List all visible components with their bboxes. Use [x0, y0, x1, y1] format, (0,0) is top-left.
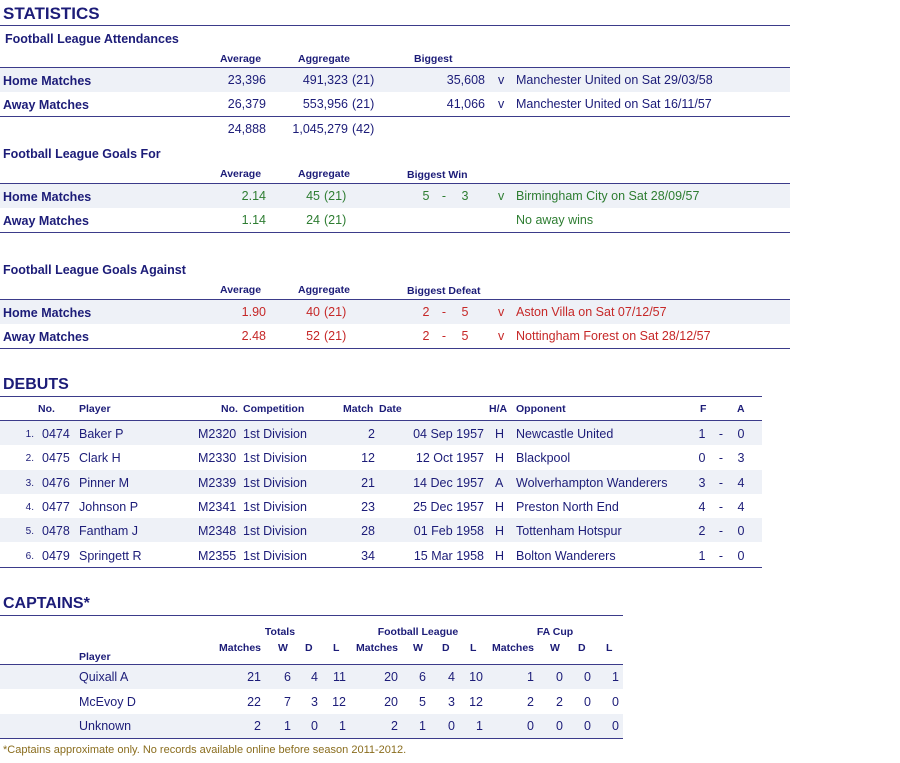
col-biggest-win: Biggest Win: [407, 169, 468, 181]
aggregate-value: 553,956: [302, 97, 348, 111]
group-totals: Totals: [264, 626, 296, 638]
biggest-detail: No away wins: [516, 213, 594, 227]
competition: 1st Division: [243, 524, 307, 539]
score-for: 2: [422, 305, 430, 319]
t-losses: 11: [333, 670, 346, 684]
score-for: 3: [698, 475, 706, 490]
home-away: H: [495, 548, 505, 563]
score-dash: -: [718, 475, 724, 490]
col-w: W: [550, 642, 560, 654]
average-value: 2.48: [241, 329, 266, 343]
competition: 1st Division: [243, 548, 307, 563]
row-index: 4.: [25, 501, 34, 513]
fl-matches: 20: [384, 694, 398, 709]
match-number: M2339: [198, 475, 237, 490]
col-aggregate: Aggregate: [298, 284, 350, 296]
games-value: (21): [324, 213, 347, 227]
biggest-value: 41,066: [446, 97, 485, 111]
games-value: (21): [352, 73, 375, 87]
col-d: D: [305, 642, 313, 654]
score-dash: -: [718, 451, 724, 466]
versus: v: [498, 305, 505, 319]
score-for: 0: [698, 451, 706, 466]
games-value: (21): [324, 329, 347, 343]
average-value: 23,396: [227, 73, 266, 87]
competition: 1st Division: [243, 427, 307, 441]
row-label: Home Matches: [3, 74, 92, 88]
score-against: 4: [737, 499, 745, 514]
col-w: W: [278, 642, 288, 654]
score-dash: -: [718, 427, 724, 441]
average-value: 2.14: [241, 189, 266, 203]
divider: [0, 232, 790, 233]
fl-losses: 1: [476, 719, 483, 733]
col-opponent: Opponent: [516, 403, 566, 415]
biggest-value: 35,608: [446, 73, 485, 87]
row-band: [0, 300, 790, 324]
col-l: L: [470, 642, 477, 654]
opponent: Bolton Wanderers: [516, 548, 616, 563]
divider: [0, 25, 790, 26]
col-l: L: [606, 642, 613, 654]
match-count: 21: [361, 475, 375, 490]
match-date: 14 Dec 1957: [413, 475, 484, 490]
opponent: Blackpool: [516, 451, 571, 466]
score-dash: -: [441, 189, 447, 203]
goals-against-title: Football League Goals Against: [3, 263, 186, 277]
fa-losses: 0: [612, 694, 619, 709]
col-matches: Matches: [356, 642, 399, 654]
score-against: 5: [461, 329, 469, 343]
col-match-no: No.: [221, 403, 238, 415]
score-for: 2: [422, 329, 430, 343]
total-average: 24,888: [227, 122, 266, 136]
player-number: 0477: [42, 499, 70, 514]
games-value: (21): [324, 189, 347, 203]
fa-losses: 0: [612, 719, 619, 733]
home-away: A: [495, 475, 504, 490]
attendances-title: Football League Attendances: [5, 32, 179, 46]
col-match: Match: [343, 403, 374, 415]
t-wins: 1: [284, 719, 291, 733]
t-matches: 21: [247, 670, 261, 684]
row-label: Away Matches: [3, 214, 89, 228]
average-value: 1.14: [241, 213, 266, 227]
player-number: 0474: [42, 427, 70, 441]
aggregate-value: 45: [306, 189, 320, 203]
fa-matches: 2: [527, 694, 534, 709]
col-average: Average: [220, 284, 262, 296]
group-facup: FA Cup: [536, 626, 574, 638]
score-for: 5: [422, 189, 430, 203]
col-l: L: [333, 642, 340, 654]
row-label: Home Matches: [3, 306, 92, 320]
col-biggest-defeat: Biggest Defeat: [407, 285, 481, 297]
match-number: M2348: [198, 524, 237, 539]
col-aggregate: Aggregate: [298, 53, 350, 65]
opponent: Tottenham Hotspur: [516, 524, 622, 539]
t-losses: 1: [339, 719, 346, 733]
match-number: M2330: [198, 451, 237, 466]
goals-for-title: Football League Goals For: [3, 147, 161, 161]
fa-wins: 0: [556, 670, 563, 684]
t-wins: 7: [284, 694, 291, 709]
fl-draws: 4: [448, 670, 455, 684]
player-name: Johnson P: [79, 499, 139, 514]
player-name: Pinner M: [79, 475, 130, 490]
t-matches: 2: [254, 719, 261, 733]
fl-losses: 10: [469, 670, 483, 684]
aggregate-value: 40: [306, 305, 320, 319]
aggregate-value: 24: [306, 213, 320, 227]
aggregate-value: 52: [306, 329, 320, 343]
fa-matches: 1: [527, 670, 534, 684]
t-matches: 22: [247, 694, 261, 709]
score-for: 1: [698, 548, 706, 563]
score-dash: -: [718, 548, 724, 563]
player-name: Baker P: [79, 427, 124, 441]
col-biggest: Biggest: [414, 53, 453, 65]
t-draws: 0: [311, 719, 318, 733]
t-wins: 6: [284, 670, 291, 684]
col-f: F: [700, 403, 707, 415]
row-index: 6.: [25, 550, 34, 562]
player-number: 0476: [42, 475, 70, 490]
captain-name: Unknown: [79, 719, 132, 733]
biggest-detail: Nottingham Forest on Sat 28/12/57: [516, 329, 711, 343]
match-date: 04 Sep 1957: [413, 427, 484, 441]
fl-draws: 3: [448, 694, 455, 709]
versus: v: [498, 329, 505, 343]
statistics-title: STATISTICS: [3, 4, 100, 23]
col-average: Average: [220, 168, 262, 180]
score-dash: -: [718, 499, 724, 514]
match-number: M2320: [198, 427, 237, 441]
divider: [0, 348, 790, 349]
biggest-detail: Manchester United on Sat 16/11/57: [516, 97, 712, 111]
match-date: 15 Mar 1958: [413, 548, 484, 563]
fl-matches: 20: [384, 670, 398, 684]
total-games: (42): [352, 122, 375, 136]
match-count: 2: [368, 427, 375, 441]
captain-name: McEvoy D: [79, 694, 136, 709]
col-ha: H/A: [489, 403, 508, 415]
score-for: 1: [698, 427, 706, 441]
home-away: H: [495, 451, 505, 466]
games-value: (21): [324, 305, 347, 319]
fa-wins: 0: [556, 719, 563, 733]
t-draws: 4: [311, 670, 318, 684]
versus: v: [498, 97, 505, 111]
col-matches: Matches: [219, 642, 262, 654]
match-count: 23: [361, 499, 375, 514]
col-player: Player: [79, 651, 111, 663]
col-aggregate: Aggregate: [298, 168, 350, 180]
row-label: Away Matches: [3, 330, 89, 344]
col-player: Player: [79, 403, 111, 415]
captain-name: Quixall A: [79, 670, 129, 684]
row-index: 2.: [25, 453, 34, 465]
match-date: 25 Dec 1957: [413, 499, 484, 514]
row-index: 5.: [25, 526, 34, 538]
score-for: 2: [698, 524, 706, 539]
divider: [0, 396, 762, 397]
score-against: 3: [461, 189, 469, 203]
fa-losses: 1: [612, 670, 619, 684]
fl-wins: 6: [419, 670, 426, 684]
col-d: D: [442, 642, 450, 654]
player-number: 0475: [42, 451, 70, 466]
col-d: D: [578, 642, 586, 654]
match-count: 34: [361, 548, 375, 563]
fl-losses: 12: [469, 694, 483, 709]
divider: [0, 567, 762, 568]
fl-draws: 0: [448, 719, 455, 733]
opponent: Wolverhampton Wanderers: [516, 475, 668, 490]
versus: v: [498, 73, 505, 87]
col-competition: Competition: [243, 403, 305, 415]
score-against: 5: [461, 305, 469, 319]
row-label: Away Matches: [3, 98, 89, 112]
player-name: Springett R: [79, 548, 142, 563]
match-number: M2355: [198, 548, 237, 563]
row-index: 1.: [25, 429, 34, 440]
player-number: 0478: [42, 524, 70, 539]
average-value: 1.90: [241, 305, 266, 319]
fl-matches: 2: [391, 719, 398, 733]
score-dash: -: [441, 305, 447, 319]
fl-wins: 5: [419, 694, 426, 709]
player-name: Clark H: [79, 451, 121, 466]
biggest-detail: Manchester United on Sat 29/03/58: [516, 73, 713, 87]
row-label: Home Matches: [3, 190, 92, 204]
fa-draws: 0: [584, 694, 591, 709]
opponent: Preston North End: [516, 499, 619, 514]
fa-wins: 2: [556, 694, 563, 709]
row-index: 3.: [25, 477, 34, 489]
divider: [0, 615, 623, 616]
score-against: 3: [737, 451, 745, 466]
match-date: 12 Oct 1957: [415, 451, 484, 466]
divider: [0, 738, 623, 739]
games-value: (21): [352, 97, 375, 111]
opponent: Newcastle United: [516, 427, 614, 441]
score-against: 4: [737, 475, 745, 490]
match-count: 12: [361, 451, 375, 466]
debuts-title: DEBUTS: [3, 376, 69, 393]
player-number: 0479: [42, 548, 70, 563]
col-a: A: [737, 403, 745, 415]
player-name: Fantham J: [79, 524, 139, 539]
score-for: 4: [698, 499, 706, 514]
competition: 1st Division: [243, 475, 307, 490]
t-losses: 12: [332, 694, 346, 709]
match-date: 01 Feb 1958: [413, 524, 484, 539]
divider: [0, 116, 790, 117]
average-value: 26,379: [227, 97, 266, 111]
captains-footnote: *Captains approximate only. No records available online before season 2011-2012.: [3, 744, 407, 756]
col-w: W: [413, 642, 423, 654]
t-draws: 3: [311, 694, 318, 709]
col-date: Date: [379, 403, 402, 415]
fa-matches: 0: [527, 719, 534, 733]
versus: v: [498, 189, 505, 203]
competition: 1st Division: [243, 451, 307, 466]
biggest-detail: Aston Villa on Sat 07/12/57: [516, 305, 667, 319]
score-against: 0: [737, 427, 745, 441]
biggest-detail: Birmingham City on Sat 28/09/57: [516, 189, 700, 203]
fa-draws: 0: [584, 670, 591, 684]
total-aggregate: 1,045,279: [292, 122, 348, 136]
home-away: H: [495, 427, 505, 441]
fa-draws: 0: [584, 719, 591, 733]
aggregate-value: 491,323: [302, 73, 348, 87]
col-average: Average: [220, 53, 262, 65]
match-count: 28: [361, 524, 375, 539]
score-dash: -: [441, 329, 447, 343]
fl-wins: 1: [419, 719, 426, 733]
score-against: 0: [737, 548, 745, 563]
competition: 1st Division: [243, 499, 307, 514]
score-against: 0: [737, 524, 745, 539]
col-matches: Matches: [492, 642, 535, 654]
captains-title: CAPTAINS*: [3, 595, 90, 612]
home-away: H: [495, 499, 505, 514]
score-dash: -: [718, 524, 724, 539]
group-league: Football League: [377, 626, 459, 638]
col-no: No.: [38, 403, 55, 415]
match-number: M2341: [198, 499, 237, 514]
home-away: H: [495, 524, 505, 539]
